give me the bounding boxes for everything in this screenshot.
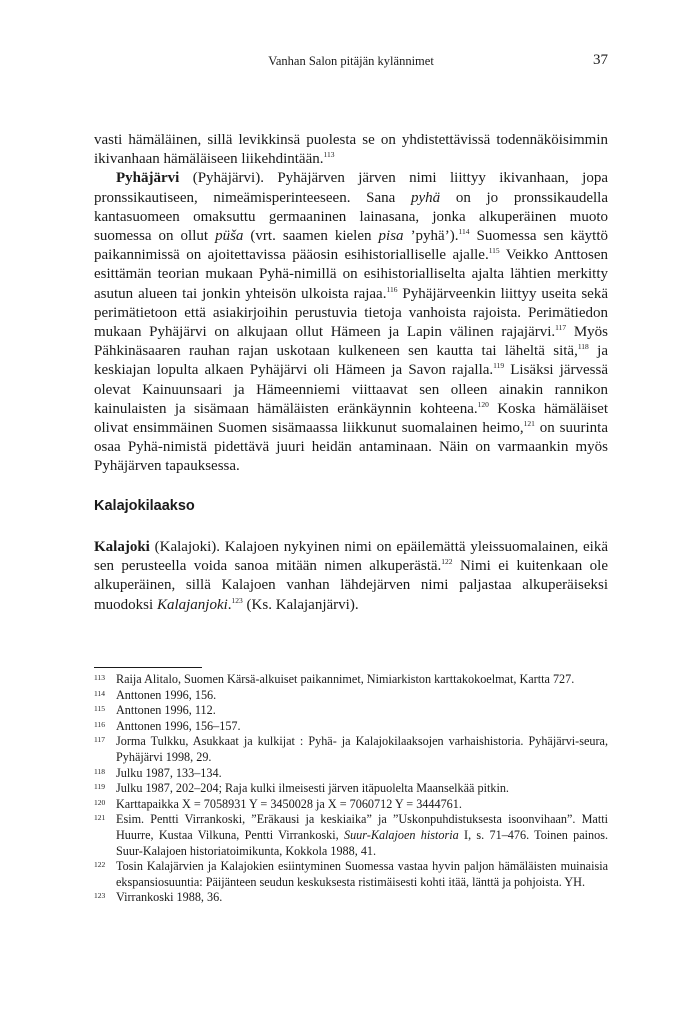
footnote-text: Julku 1987, 133–134. (116, 765, 222, 780)
text-run: vasti hämäläinen, sillä levikkinsä puolesta se on yhdistettävissä todennäköisimmin ikivanhaan hämäläiseen liikehdintään. (94, 132, 608, 168)
text-run: (vrt. saamen kielen (243, 228, 379, 245)
text-run: Suomessa sen käyttö paikannimissä on ajoitettavissa pääosin esihistorialliselle ajalle. (94, 228, 608, 264)
footnote-number: 117 (94, 735, 105, 745)
footnote-item (94, 703, 608, 719)
text-run: Pyhäjärveenkin liittyy useita sekä perimätietoon että asiakirjoihin perustuvia tietoja vanhoista rajoista. Perimätiedon mukaan Pyhäjärvi on alkujaan ollut Hämeen ja Lapin välinen rajajärvi. (94, 285, 608, 341)
footnote-text: Jorma Tulkku, Asukkaat ja kulkijat : Pyhä- ja Kalajokilaaksojen varhaishistoria. Pyhäjärvi-seura, Pyhäjärvi 1998, 29. (116, 734, 608, 764)
footnote-item (94, 688, 608, 704)
footnote-item (94, 766, 608, 782)
footnote-text: Anttonen 1996, 156. (116, 687, 217, 702)
paragraph-kalajoki (94, 538, 608, 615)
entry-term-pyhajarvi: Pyhäjärvi (116, 170, 180, 187)
footnote-text: Julku 1987, 202–204; Raja kulki ilmeisesti järven itäpuolelta Maanselkää pitkin. (116, 781, 509, 796)
footnote-item (94, 734, 608, 765)
footnote-number: 114 (94, 688, 105, 698)
italic-term: pyhä (410, 189, 441, 206)
footnote-text: Karttapaikka X = 7058931 Y = 3450028 ja X = 7060712 Y = 3444761. (116, 796, 462, 811)
footnote-ref-113[interactable]: 113 (323, 150, 335, 160)
footnote-text: Virrankoski 1988, 36. (116, 890, 223, 905)
footnote-ref-115[interactable]: 115 (488, 246, 500, 256)
section-heading: Kalajokilaakso (94, 498, 195, 514)
text-run: I, s. 71–476. Toinen painos. Suur-Kalajoen historiatoimikunta, Kokkola 1988, 41. (116, 827, 609, 858)
text-run: on suurinta osaa Pyhä-nimistä pidettävä juuri heidän antaminaan. Näin on varmaankin myös Pyhäjärven tapauksessa. (94, 420, 608, 475)
entry-term-kalajoki: Kalajoki (94, 539, 150, 555)
text-run: Lisäksi järvessä olevat Kainuunsaari ja Hämeenniemi viittaavat sen olleen ainakin rannikon kainulaisten ja sisämaan hämäläisten eränkäynnin kohteena. (94, 362, 608, 417)
footnote-number: 116 (94, 719, 105, 729)
paragraph-kalajoki-block (94, 538, 608, 615)
page-number: 37 (593, 52, 608, 68)
text-run: (Pyhäjärvi). Pyhäjärven järven nimi liittyy ikivanhaan, jopa pronssikautiseen, nimeämisperinteeseen. Sana (94, 170, 608, 206)
footnotes (94, 672, 608, 906)
text-run: (Ks. Kalajanjärvi). (242, 596, 359, 613)
text-run: . (227, 596, 232, 613)
italic-term: Kalajanjoki (156, 596, 228, 613)
text-run: ja keskiajan lopulta alkaen Pyhäjärvi oli Hämeen ja Savon rajalla. (94, 343, 608, 379)
italic-title: Suur-Kalajoen historia (343, 827, 459, 842)
footnote-number: 123 (94, 891, 106, 901)
footnote-text: Raija Alitalo, Suomen Kärsä-alkuiset paikannimet, Nimiarkiston karttakokoelmat, Kartta 727. (116, 672, 575, 686)
footnote-number: 120 (94, 797, 106, 807)
paragraph-1 (94, 131, 608, 169)
text-run: Nimi ei kuitenkaan ole alkuperäinen, sillä Kalajoen vanhan lähdejärven nimi paljastaa alkuperäiseksi muodoksi (94, 558, 608, 613)
italic-term: pisa (378, 228, 404, 245)
text-run: Koska hämäläiset olivat ensimmäinen Suomen sisämaassa liikkunut suomalainen heimo, (94, 400, 609, 437)
footnote-ref-116[interactable]: 116 (386, 284, 398, 294)
footnote-ref-114[interactable]: 114 (458, 227, 470, 237)
footnote-ref-122[interactable]: 122 (441, 557, 453, 567)
footnote-ref-118[interactable]: 118 (577, 342, 589, 352)
footnote-divider (94, 667, 202, 668)
footnote-number: 122 (94, 860, 106, 870)
page-header (94, 52, 608, 72)
paragraph-continuation (94, 131, 608, 477)
footnote-item (94, 812, 608, 859)
running-title: Vanhan Salon pitäjän kylännimet (268, 54, 434, 68)
footnote-number: 121 (94, 813, 106, 823)
footnote-text: Anttonen 1996, 156–157. (116, 718, 241, 733)
footnote-text: Anttonen 1996, 112. (116, 703, 216, 718)
text-run: (Kalajoki). Kalajoen nykyinen nimi on epäilemättä yleissuomalainen, eikä sen perusteella voida sanoa mitään nimen alkuperästä. (94, 539, 608, 575)
footnote-number: 119 (94, 782, 105, 792)
footnote-number: 118 (94, 766, 105, 776)
text-run: Veikko Anttosen esittämän teorian mukaan Pyhä-nimillä on esihistorialliselta ajalta lähtien merkitty asutun alueen tai jonkin yhteisön ulkoista rajaa. (94, 247, 608, 302)
footnote-ref-123[interactable]: 123 (231, 595, 243, 605)
footnote-item (94, 859, 608, 890)
footnote-item (94, 797, 608, 813)
footnote-number: 115 (94, 704, 105, 714)
footnote-item (94, 719, 608, 735)
text-run: on jo pronssikaudella kantasuomeen omaksuttu germaaninen lainasana, jonka alkuperäinen muoto suomessa on ollut (94, 189, 608, 245)
footnote-ref-119[interactable]: 119 (493, 361, 505, 371)
footnote-text (116, 812, 608, 859)
footnote-ref-121[interactable]: 121 (523, 419, 535, 429)
text-run: ’pyhä’). (403, 228, 459, 245)
paragraph-pyhajarvi (94, 169, 608, 476)
footnote-number: 113 (94, 673, 105, 682)
footnote-ref-120[interactable]: 120 (477, 399, 489, 409)
footnote-ref-117[interactable]: 117 (555, 323, 567, 333)
footnote-item (94, 781, 608, 797)
footnote-item (94, 890, 608, 906)
text-run: Esim. Pentti Virrankoski, ”Eräkausi ja keskiaika” ja ”Uskonpuhdistuksesta isoonvihaan”. Matti Huurre, Kustaa Vilkuna, Pentti Virrankoski, (116, 812, 608, 842)
text-run: Myös Pähkinäsaaren rauhan rajan uskotaan kulkeneen sen kautta tai läheltä sitä, (94, 324, 608, 360)
footnote-item (94, 672, 608, 688)
italic-term: püša (215, 228, 244, 245)
footnote-text: Tosin Kalajärvien ja Kalajokien esiintyminen Suomessa vastaa hyvin paljon hämäläisten muinaisia ekspansiosuuntia: Päijänteen seudun keskuksesta ristimäisesti kohti itää, länttä ja pohjoista. YH. (116, 859, 608, 889)
